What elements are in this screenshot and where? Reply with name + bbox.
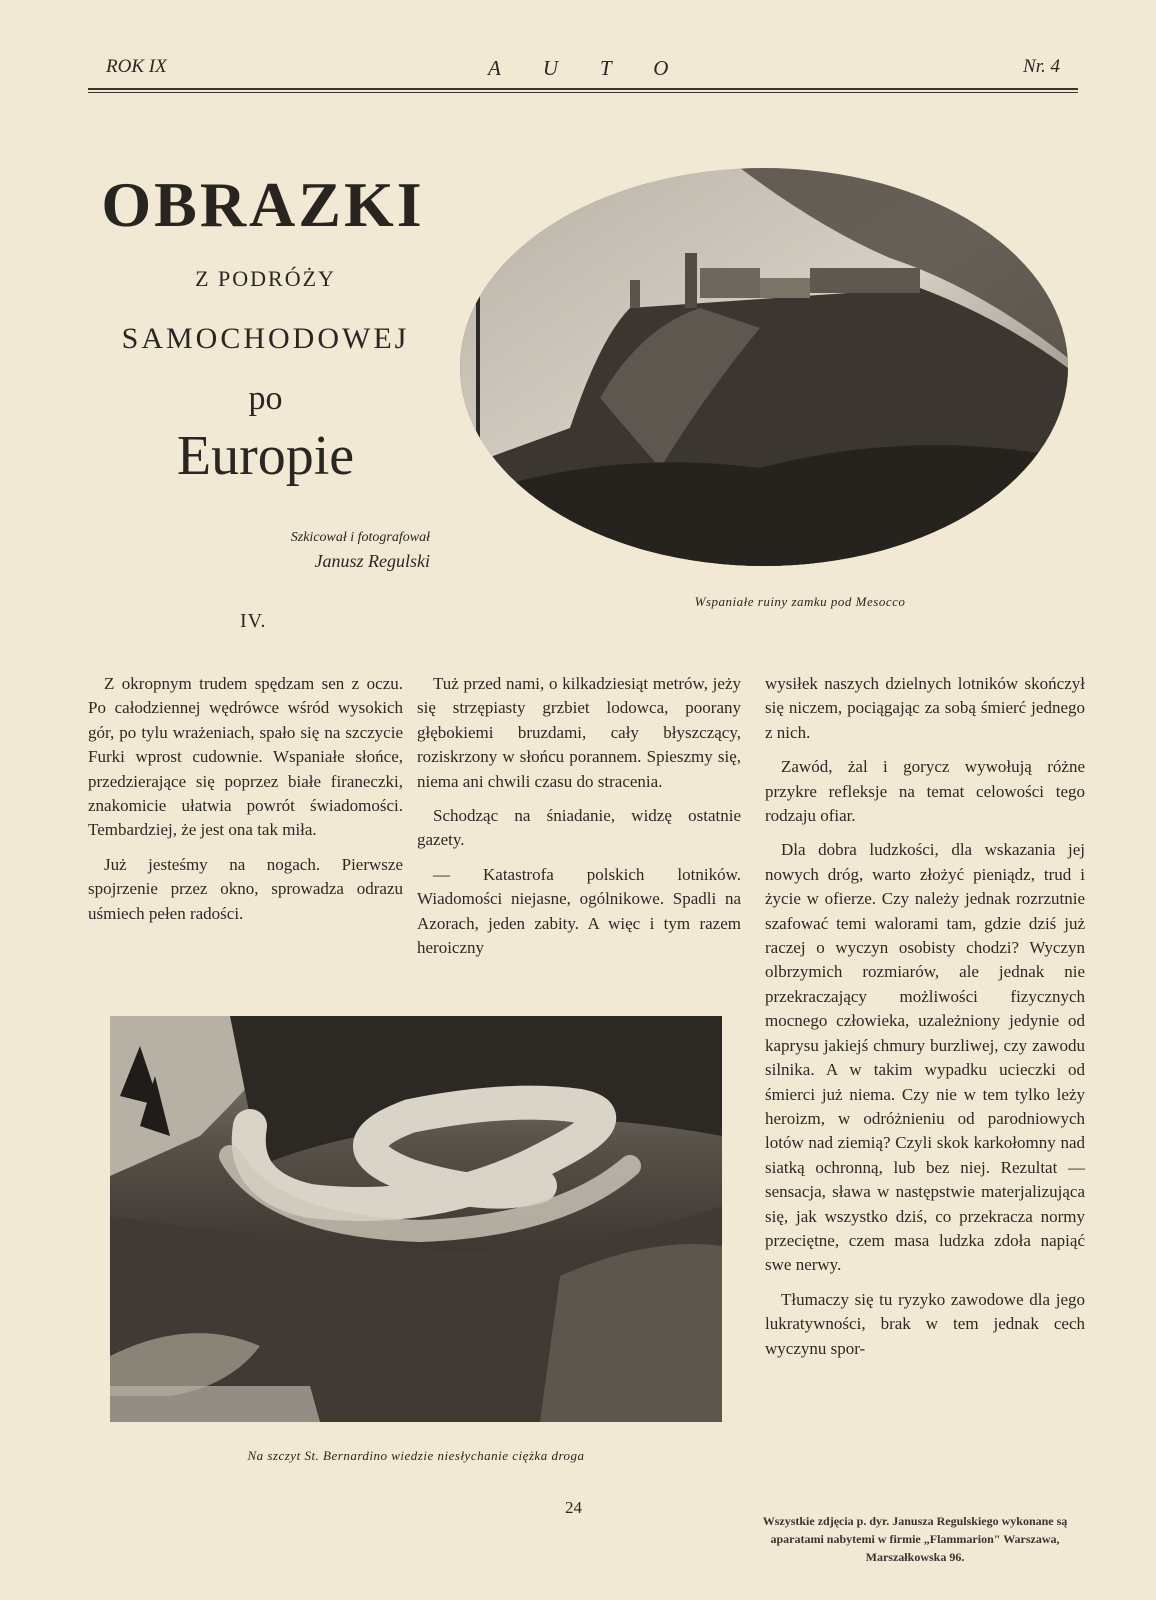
article-subtitle-line2: SAMOCHODOWEJ xyxy=(121,322,410,355)
mountain-road-illustration xyxy=(110,1016,722,1422)
paragraph: Tłumaczy się tu ryzyko zawodowe dla jego lukratywności, brak w tem jednak cech wyczynu spor- xyxy=(765,1289,1085,1358)
paragraph: wysiłek naszych dzielnych lotników skończył się niczem, pociągając za sobą śmierć jednego z nich. xyxy=(765,674,1085,742)
part-number: IV. xyxy=(240,610,267,632)
paragraph: — Katastrofa polskich lotników. Wiadomości niejasne, ogólnikowe. Spadli na Azorach, jeden zabity. A więc i tym razem heroiczny xyxy=(417,864,741,958)
article-subtitle-line3: po xyxy=(248,380,283,417)
byline-author: Janusz Regulski xyxy=(314,551,430,571)
text-column-2 xyxy=(417,672,741,970)
article-subtitle-line4: Europie xyxy=(176,425,355,487)
paragraph: Tuż przed nami, o kilkadziesiąt metrów, jeży się strzępiasty grzbiet lodowca, poorany głębokiemi bruzdami, cały błyszczący, roziskrzony w słońcu porannem. Spieszmy się, niema ani chwili czasu do stracenia. xyxy=(417,674,741,791)
text-column-1 xyxy=(88,672,403,936)
paragraph: Schodząc na śniadanie, widzę ostatnie gazety. xyxy=(417,806,741,850)
road-photo-caption: Na szczyt St. Bernardino wiedzie niesłychanie ciężka droga xyxy=(247,1448,585,1463)
header-rule-thin xyxy=(88,92,1078,93)
header-rule xyxy=(88,88,1078,90)
castle-ruins-photo xyxy=(460,168,1068,566)
paragraph: Z okropnym trudem spędzam sen z oczu. Po całodziennej wędrówce wśród wysokich gór, po tylu wrażeniach, spało się na szczycie Furki wprost cudownie. Wspaniałe słońce, przedzierające się poprzez białe firaneczki, znakomicie ułatwia powrót świadomości. Tembardziej, że jest ona tak miła. xyxy=(88,674,403,840)
paragraph: Zawód, żal i gorycz wywołują różne przykre refleksje na temat celowości tego rodzaju ofiar. xyxy=(765,757,1085,826)
page-number: 24 xyxy=(565,1498,582,1517)
mountain-road-photo xyxy=(110,1016,722,1422)
byline-credit: Szkicował i fotografował xyxy=(290,530,430,545)
article-title: OBRAZKI xyxy=(101,169,425,240)
header-year: ROK IX xyxy=(106,56,167,77)
castle-photo-caption: Wspaniałe ruiny zamku pod Mesocco xyxy=(694,594,906,609)
paragraph: Dla dobra ludzkości, dla wskazania jej nowych dróg, warto złożyć pieniądz, trud i życie w ofierze. Czy należy jednak rozrzutnie szafować temi walorami tam, gdzie dziś już raczej o wyczyn osobisty chodzi? Wyczyn olbrzymich rozmiarów, ale jednak nie przekraczający możliwości fizycznych mocnego człowieka, uzależniony jedynie od kaprysu jakiejś chmury burzliwej, czy zawodu silnika. A w takim wypadku ucieczki od śmierci już niema. Czy nie w tem tylko leży heroizm, w odróżnieniu od parodniowych lotów nad ziemią? Czyli skok karkołomny nad siatką ochronną, lub bez niej. Rezultat — sensacja, sława w następstwie materjalizująca się, jak wszystko dziś, co przekracza normy przeciętne, czem masa ludzka zdoła napiąć swe nerwy. xyxy=(765,840,1085,1275)
castle-ruins-illustration xyxy=(460,168,1068,566)
text-column-3 xyxy=(765,672,1085,1371)
header-magazine-name: AUTO xyxy=(488,56,711,80)
photo-credit-footnote: Wszystkie zdjęcia p. dyr. Janusza Regulskiego wykonane są aparatami nabytemi w firmie „Flammarion" Warszawa, Marszałkowska 96. xyxy=(762,1514,1068,1564)
article-subtitle-line1: Z PODRÓŻY xyxy=(195,266,336,291)
header-issue-number: Nr. 4 xyxy=(1023,56,1060,77)
paragraph: Już jesteśmy na nogach. Pierwsze spojrzenie przez okno, sprowadza odrazu uśmiech pełen radości. xyxy=(88,854,403,923)
